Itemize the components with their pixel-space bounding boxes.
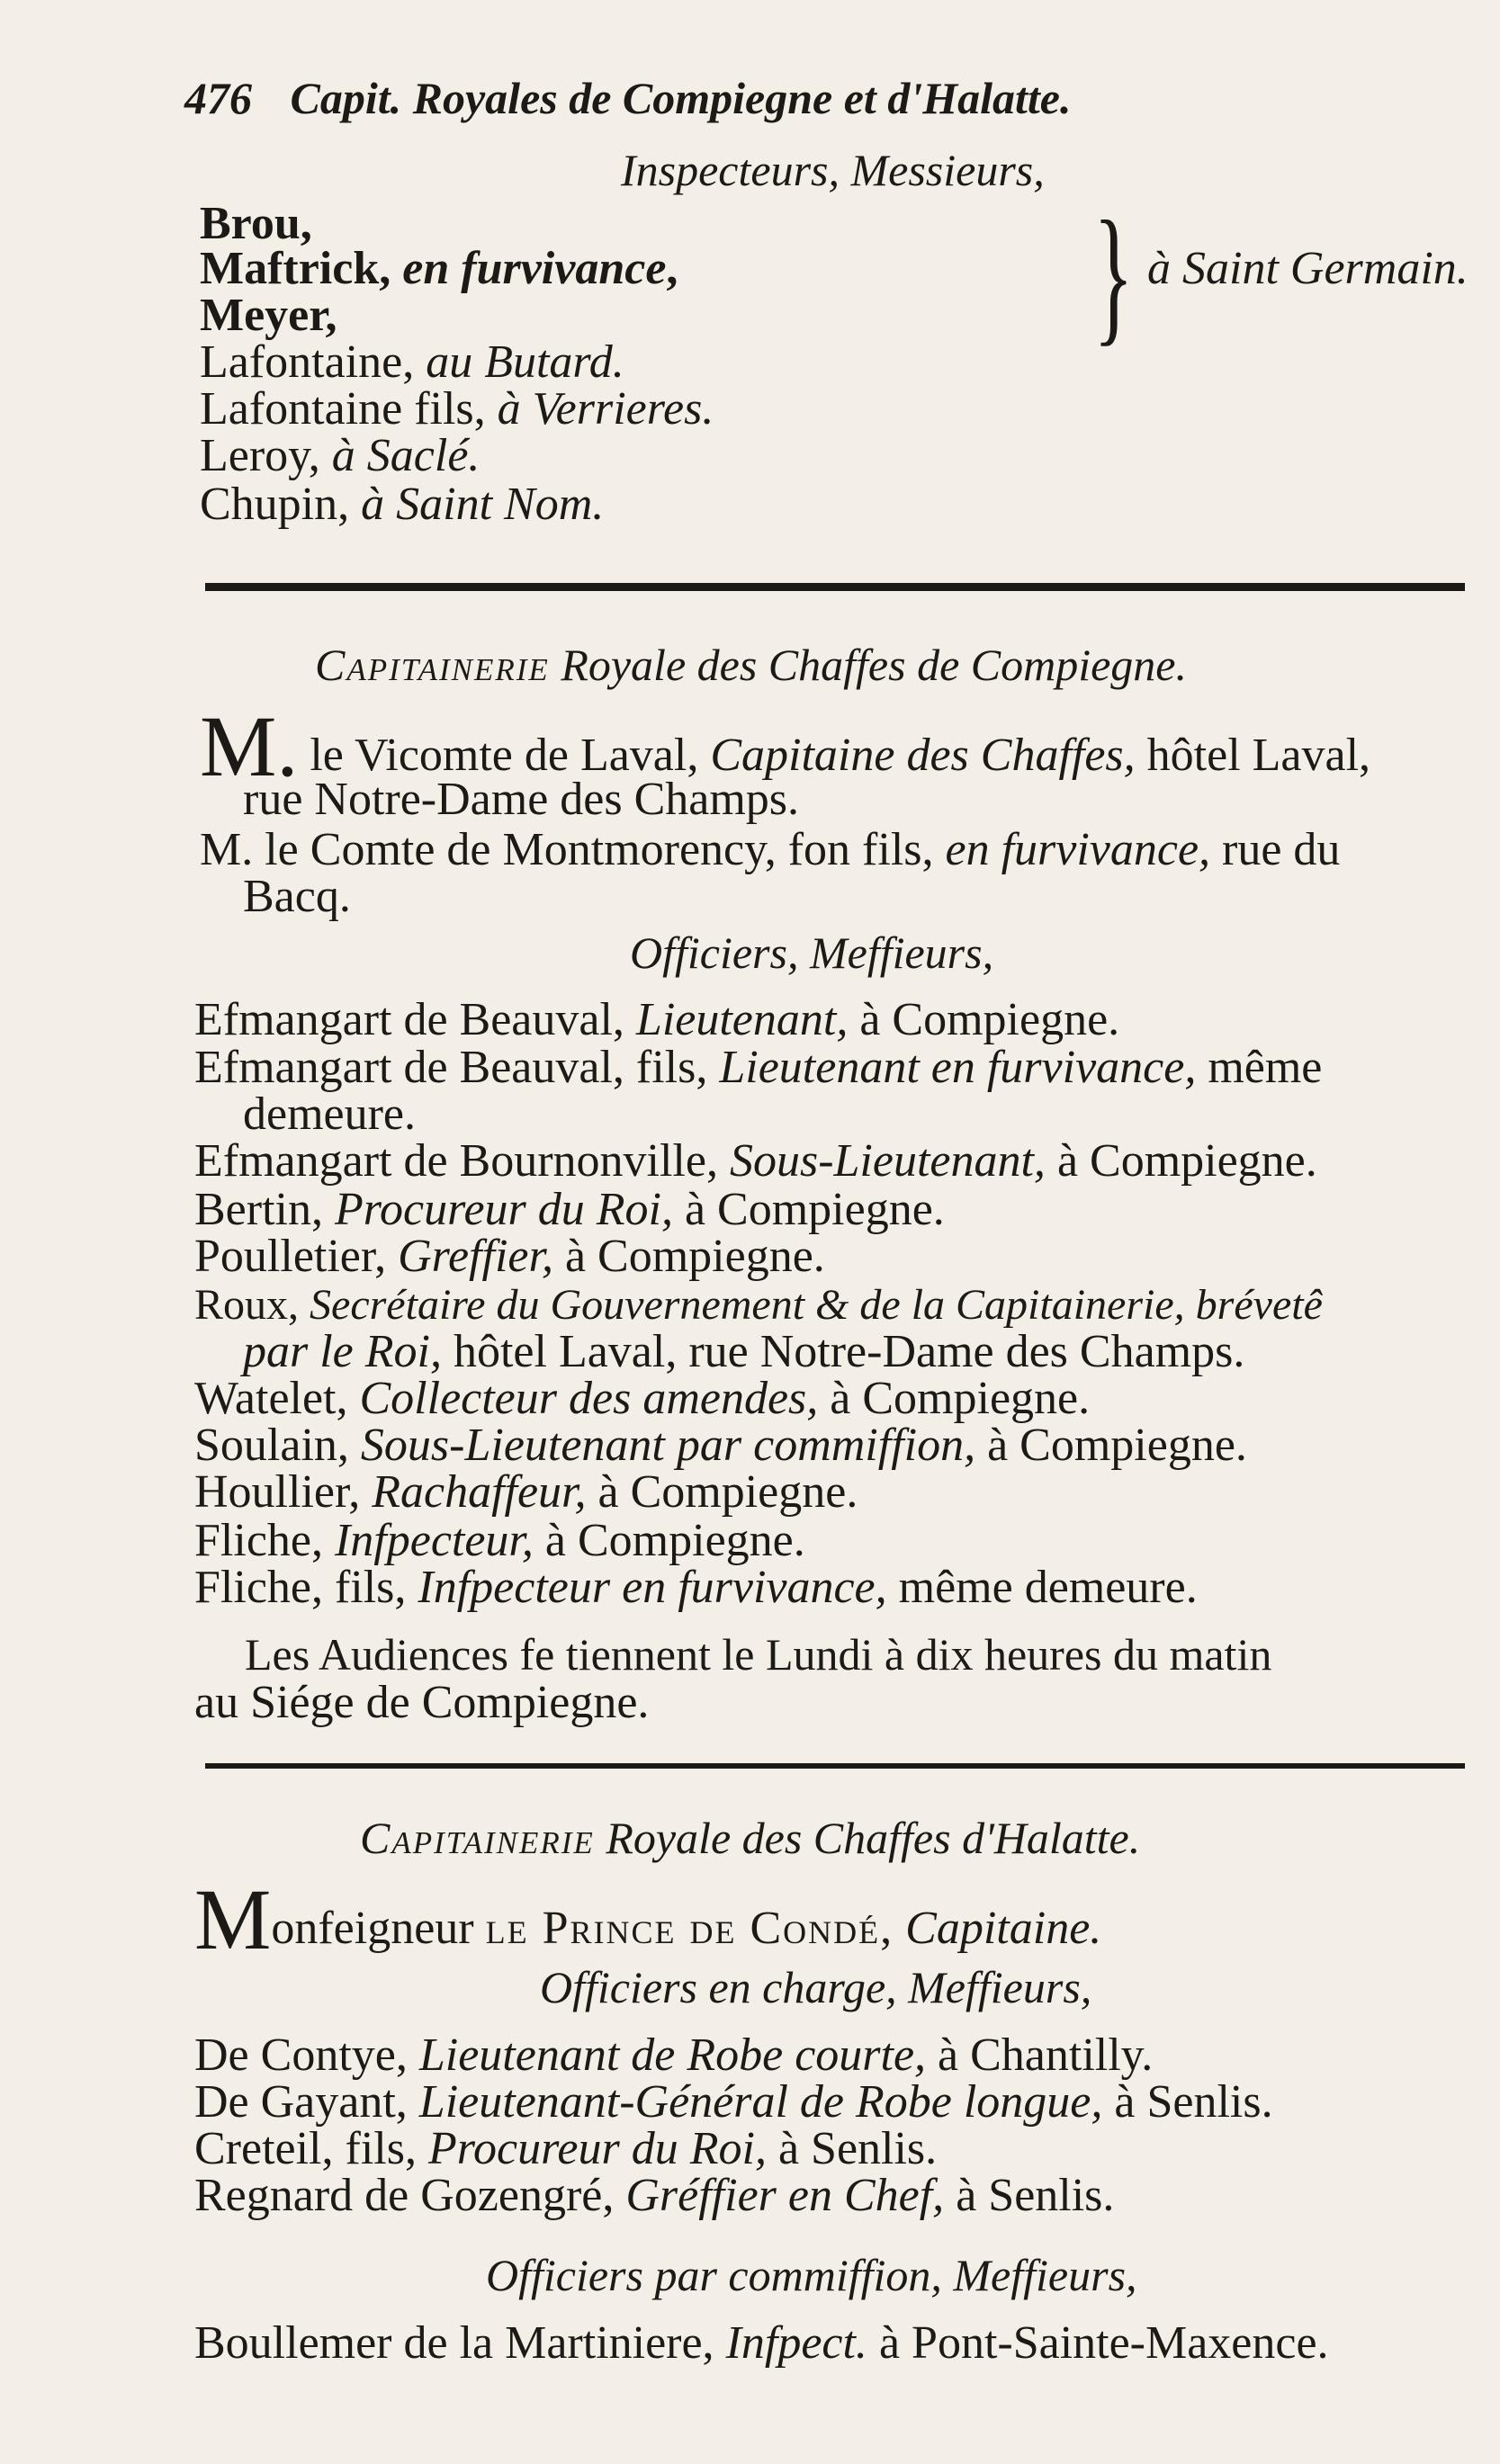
list-item: Lafontaine fils, à Verrieres.	[200, 383, 714, 435]
list-item: Leroy, à Saclé.	[200, 430, 481, 481]
officers-charge-subhead: Officiers en charge, Meffieurs,	[540, 1962, 1092, 2012]
list-item: Brou,	[200, 198, 312, 249]
audiences-note-cont: au Siége de Compiegne.	[194, 1677, 650, 1728]
officer-row: Bertin, Procureur du Roi, à Compiegne.	[194, 1184, 945, 1235]
officer-row: demeure.	[243, 1089, 417, 1140]
officer-row: De Contye, Lieutenant de Robe courte, à Chantilly.	[194, 2029, 1154, 2081]
brace-icon: }	[1093, 190, 1134, 359]
paragraph-vicomte: M. le Vicomte de Laval, Capitaine des Chaffes, hôtel Laval,	[200, 698, 1371, 794]
officer-row: Fliche, Infpecteur, à Compiegne.	[194, 1515, 805, 1566]
officer-row: De Gayant, Lieutenant-Général de Robe longue, à Senlis.	[194, 2076, 1273, 2128]
officer-row: Boullemer de la Martiniere, Infpect. à Pont-Sainte-Maxence.	[194, 2317, 1329, 2369]
running-title: Capit. Royales de Compiegne et d'Halatte.	[290, 73, 1072, 123]
officer-row: Efmangart de Beauval, fils, Lieutenant en furvivance, même	[194, 1042, 1323, 1093]
paragraph-prince: Monfeigneur le Prince de Condé, Capitaine.	[194, 1871, 1102, 1967]
section-title-compiegne: Capitainerie Royale des Chaffes de Compiegne.	[315, 640, 1187, 690]
running-header	[184, 72, 1471, 124]
section-divider	[205, 1763, 1465, 1769]
officer-row: Regnard de Gozengré, Gréffier en Chef, à Senlis.	[194, 2170, 1115, 2221]
audiences-note: Les Audiences fe tiennent le Lundi à dix heures du matin	[245, 1629, 1272, 1680]
inspecteurs-subhead: Inspecteurs, Messieurs,	[621, 145, 1045, 195]
officers-commission-subhead: Officiers par commiffion, Meffieurs,	[486, 2250, 1137, 2300]
paragraph-vicomte-cont: rue Notre-Dame des Champs.	[243, 774, 800, 825]
officers-subhead: Officiers, Meffieurs,	[630, 927, 994, 978]
section-divider	[205, 583, 1465, 591]
list-item: Maftrick, en furvivance,	[200, 243, 678, 294]
page-number: 476	[184, 73, 252, 123]
brace-label: à Saint Germain.	[1147, 243, 1469, 294]
paragraph-comte: M. le Comte de Montmorency, fon fils, en furvivance, rue du	[200, 824, 1341, 875]
officer-row: par le Roi, hôtel Laval, rue Notre-Dame des Champs.	[243, 1326, 1245, 1377]
officer-row: Houllier, Rachaffeur, à Compiegne.	[194, 1466, 858, 1518]
officer-row: Soulain, Sous-Lieutenant par commiffion, à Compiegne.	[194, 1420, 1247, 1471]
officer-row: Efmangart de Bournonville, Sous-Lieutenant, à Compiegne.	[194, 1135, 1317, 1187]
list-item: Meyer,	[200, 290, 337, 341]
officer-row: Roux, Secrétaire du Gouvernement & de la Capitainerie, brévetê	[194, 1281, 1323, 1329]
officer-row: Poulletier, Greffier, à Compiegne.	[194, 1231, 825, 1282]
officer-row: Efmangart de Beauval, Lieutenant, à Compiegne.	[194, 994, 1120, 1045]
officer-row: Fliche, fils, Infpecteur en furvivance, même demeure.	[194, 1562, 1198, 1613]
list-item: Chupin, à Saint Nom.	[200, 479, 605, 530]
officer-row: Watelet, Collecteur des amendes, à Compiegne.	[194, 1373, 1091, 1424]
list-item: Lafontaine, au Butard.	[200, 336, 624, 388]
officer-row: Creteil, fils, Procureur du Roi, à Senlis.	[194, 2123, 938, 2174]
section-title-halatte: Capitainerie Royale des Chaffes d'Halatte.	[360, 1813, 1141, 1863]
paragraph-comte-cont: Bacq.	[243, 871, 351, 922]
